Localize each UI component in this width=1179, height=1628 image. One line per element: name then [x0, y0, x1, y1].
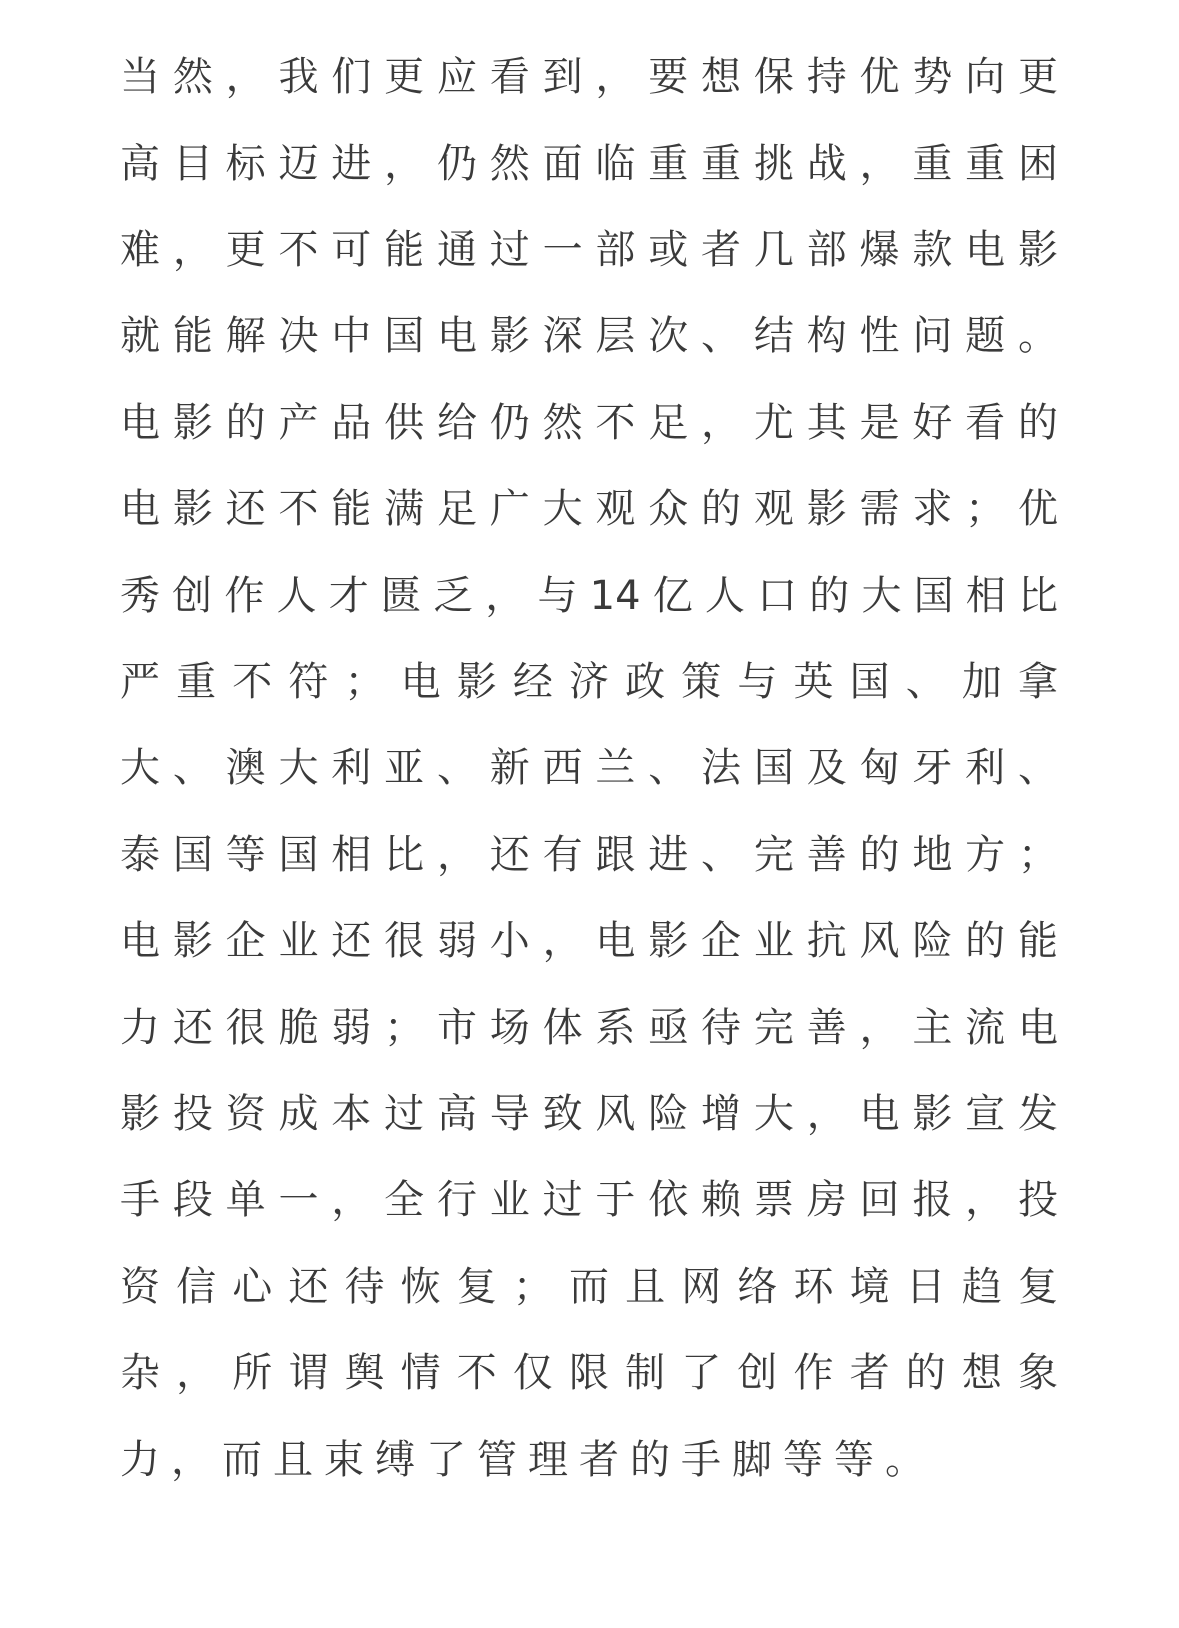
text-line: 电影企业还很弱小，电影企业抗风险的能	[120, 918, 1058, 964]
highlighted-text: 力，而且束缚了管理者的手脚等等。	[120, 1437, 936, 1490]
text-line: 当然，我们更应看到，要想保持优势向更	[120, 54, 1058, 100]
text-line: 力还很脆弱；市场体系亟待完善，主流电	[120, 1005, 1058, 1051]
text-line: 难，更不可能通过一部或者几部爆款电影	[120, 227, 1058, 273]
text-fragment: 影投资成本过高导致风险增大，	[120, 1091, 860, 1137]
text-line: 秀创作人才匮乏，与14亿人口的大国相比	[120, 573, 1058, 619]
text-line: 大、澳大利亚、新西兰、法国及匈牙利、	[120, 745, 1058, 791]
text-line: 泰国等国相比，还有跟进、完善的地方；	[120, 832, 1058, 878]
text-line: 高目标迈进，仍然面临重重挑战，重重困	[120, 141, 1058, 187]
text-line-mixed	[120, 1084, 1058, 1144]
text-line: 严重不符；电影经济政策与英国、加拿	[120, 659, 1058, 705]
text-line	[120, 1257, 1058, 1317]
highlighted-text: 杂，所谓舆情不仅限制了创作者的想象	[120, 1350, 1058, 1403]
text-line	[120, 1343, 1058, 1403]
text-line-last	[120, 1430, 1058, 1490]
text-line: 电影还不能满足广大观众的观影需求；优	[120, 486, 1058, 532]
text-line	[120, 1170, 1058, 1230]
text-line: 电影的产品供给仍然不足，尤其是好看的	[120, 400, 1058, 446]
highlighted-text: 资信心还待恢复；而且网络环境日趋复	[120, 1264, 1058, 1317]
highlighted-text: 电影宣发	[860, 1091, 1058, 1144]
highlighted-text: 手段单一，全行业过于依赖票房回报，投	[120, 1177, 1058, 1230]
text-line: 就能解决中国电影深层次、结构性问题。	[120, 313, 1058, 359]
